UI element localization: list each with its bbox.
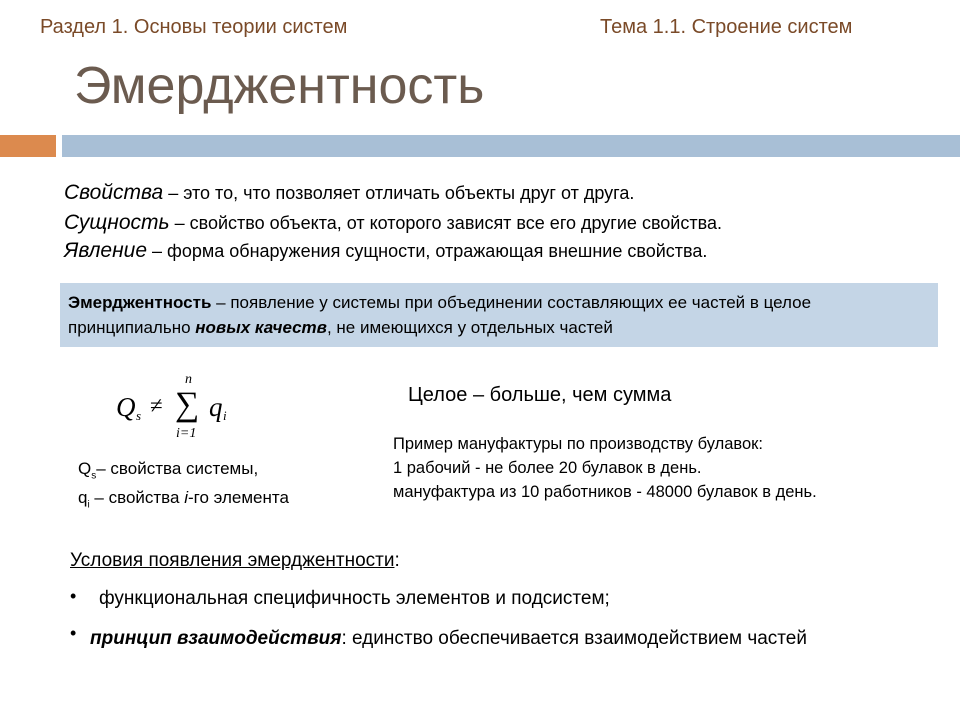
formula-upper-limit: n (185, 372, 192, 387)
emergence-definition-box (60, 283, 938, 347)
definition-text: – это то, что позволяет отличать объекты друг от друга. (163, 183, 635, 203)
definition-text: – свойство объекта, от которого зависят все его другие свойства. (169, 213, 722, 233)
note-symbol: Q (78, 459, 92, 478)
accent-bar-blue (62, 135, 960, 157)
formula-term: q (209, 392, 223, 422)
note-text: – свойства (89, 488, 185, 507)
note-system-properties (78, 459, 258, 481)
example-line: 1 рабочий - не более 20 булавок в день. (393, 459, 702, 477)
formula-lhs-subscript: s (136, 408, 142, 423)
emergence-text: – появление у системы при объединении составляющих ее частей в целое принципиально (68, 293, 812, 337)
note-symbol: q (78, 488, 88, 507)
definition-properties (64, 181, 634, 205)
definition-term: Явление (64, 239, 148, 262)
topic-header: Тема 1.1. Строение систем (600, 16, 853, 38)
note-element-properties (78, 488, 289, 510)
formula (116, 372, 246, 448)
emergence-term: Эмерджентность (68, 293, 212, 312)
section-header: Раздел 1. Основы теории систем (40, 16, 348, 38)
formula-term-subscript: i (223, 408, 227, 423)
note-index: i (184, 488, 188, 507)
bullet-icon: • (70, 623, 77, 643)
example-line: Пример мануфактуры по производству булавок: (393, 435, 763, 453)
slide-title: Эмерджентность (74, 57, 485, 115)
formula-not-equal: ≠ (150, 393, 163, 418)
formula-sigma: ∑ (175, 386, 200, 423)
note-subscript: s (91, 470, 97, 482)
condition-text: : единство обеспечивается взаимодействием частей (341, 628, 807, 649)
note-text-end: -го элемента (187, 488, 289, 507)
conditions-title-text: Условия появления эмерджентности (70, 550, 395, 571)
condition-term: принцип взаимодействия (90, 628, 342, 649)
bullet-icon: • (70, 586, 77, 606)
definition-text: – форма обнаружения сущности, отражающая внешние свойства. (147, 241, 708, 261)
definition-phenomenon (64, 239, 707, 263)
condition-item: функциональная специфичность элементов и подсистем; (99, 588, 610, 609)
formula-lower-limit: i=1 (176, 426, 197, 441)
pin-factory-example (393, 432, 913, 504)
formula-lhs: Q (116, 392, 136, 422)
definition-essence (64, 211, 722, 235)
accent-bar-orange (0, 135, 56, 157)
emergence-emphasis: новых качеств (195, 318, 327, 337)
definition-term: Свойства (64, 181, 164, 204)
note-text: – свойства системы, (96, 459, 259, 478)
example-line: мануфактура из 10 работников - 48000 булавок в день. (393, 483, 817, 501)
whole-statement: Целое – больше, чем сумма (408, 384, 672, 406)
conditions-title-colon: : (394, 550, 400, 571)
condition-item (90, 625, 930, 652)
note-subscript: i (87, 499, 90, 511)
emergence-text-end: , не имеющихся у отдельных частей (326, 318, 613, 337)
conditions-title (70, 550, 400, 572)
definition-term: Сущность (64, 211, 170, 234)
